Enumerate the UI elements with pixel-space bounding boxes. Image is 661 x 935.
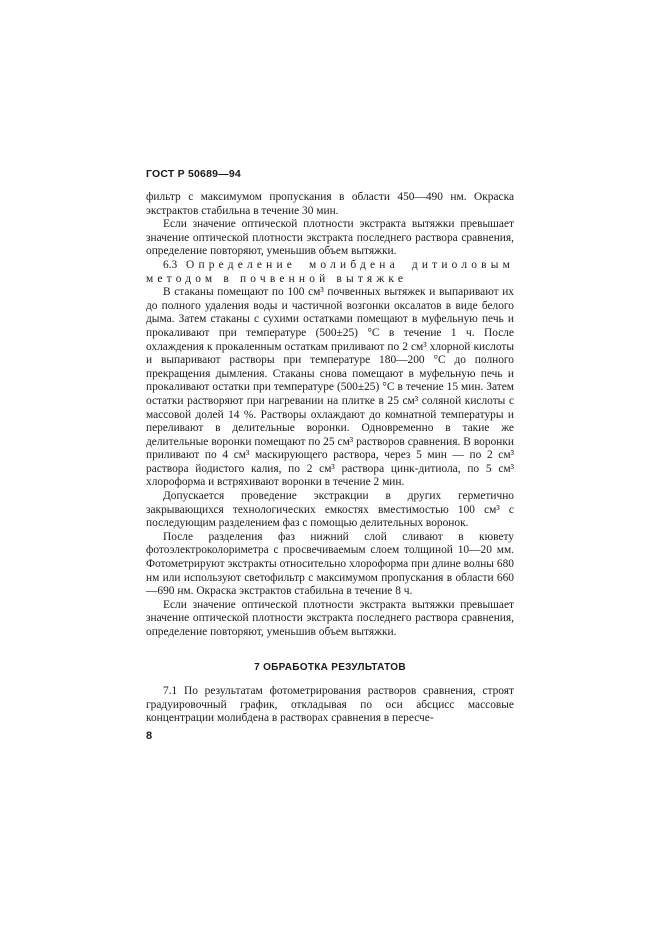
subsection-heading xyxy=(146,259,514,286)
section-heading: 7 ОБРАБОТКА РЕЗУЛЬТАТОВ xyxy=(254,661,406,673)
page-body xyxy=(146,191,514,726)
paragraph-repeat-note: Если значение оптической плотности экстракта вытяжки превышает значение оптической плотности экстракта последнего раствора сравнения, определение повторяют, уменьшив объем вытяжки. xyxy=(146,218,514,258)
paragraph-repeat-note-2: Если значение оптической плотности экстракта вытяжки превышает значение оптической плотности экстракта последнего раствора сравнения, определение повторяют, уменьшив объем вытяжки. xyxy=(146,598,514,638)
paragraph-results: 7.1 По результатам фотометрирования растворов сравнения, строят градуировочный график, откладывая по оси абсцисс массовые концентрации молибдена в растворах сравнения в пересче- xyxy=(146,685,514,725)
paragraph-extraction-alternative: Допускается проведение экстракции в других герметично закрывающихся технологических емкостях вместимостью 100 см³ с последующим разделением фаз с помощью делительных воронок. xyxy=(146,490,514,530)
paragraph-photometry: После разделения фаз нижний слой сливают в кювету фотоэлектроколориметра с просвечиваемым слоем толщиной 10—20 мм. Фотометрируют экстракты относительно хлороформа при длине волны 680 нм или используют светофильтр с максимумом пропускания в области 660—690 нм. Окраска экстрактов стабильна в течение 8 ч. xyxy=(146,530,514,598)
paragraph-continuation: фильтр с максимумом пропускания в области 450—490 нм. Окраска экстрактов стабильна в течение 30 мин. xyxy=(146,191,514,217)
document-header: ГОСТ Р 50689—94 xyxy=(146,168,241,180)
subsection-title: Определение молибдена дитиоловым методом в почвенной вытяжке xyxy=(146,258,514,285)
paragraph-procedure: В стаканы помещают по 100 см³ почвенных вытяжек и выпаривают их до полного удаления воды и частичной возгонки оксалатов в виде белого дыма. Затем стаканы с сухими остатками помещают в муфельную печь и прокаливают при температуре (500±25) °С в течение 1 ч. После охлаждения к прокаленным остаткам приливают по 2 см³ хлорной кислоты и выпаривают растворы при температуре 180—200 °С до полного прекращения дымления. Стаканы снова помещают в муфельную печь и прокаливают остатки при температуре (500±25) °С в течение 15 мин. Затем остатки растворяют при нагревании на плитке в 25 см³ соляной кислоты с массовой долей 14 %. Растворы охлаждают до комнатной температуры и переливают в делительные воронки. Одновременно в такие же делительные воронки помещают по 25 см³ растворов сравнения. В воронки приливают по 4 см³ маскирующего раствора, через 5 мин — по 2 см³ раствора йодистого калия, по 2 см³ раствора цинк-дитиола, по 5 см³ хлороформа и встряхивают воронки в течение 2 мин. xyxy=(146,286,514,489)
page-number: 8 xyxy=(146,730,153,742)
subsection-number: 6.3 xyxy=(163,258,178,271)
